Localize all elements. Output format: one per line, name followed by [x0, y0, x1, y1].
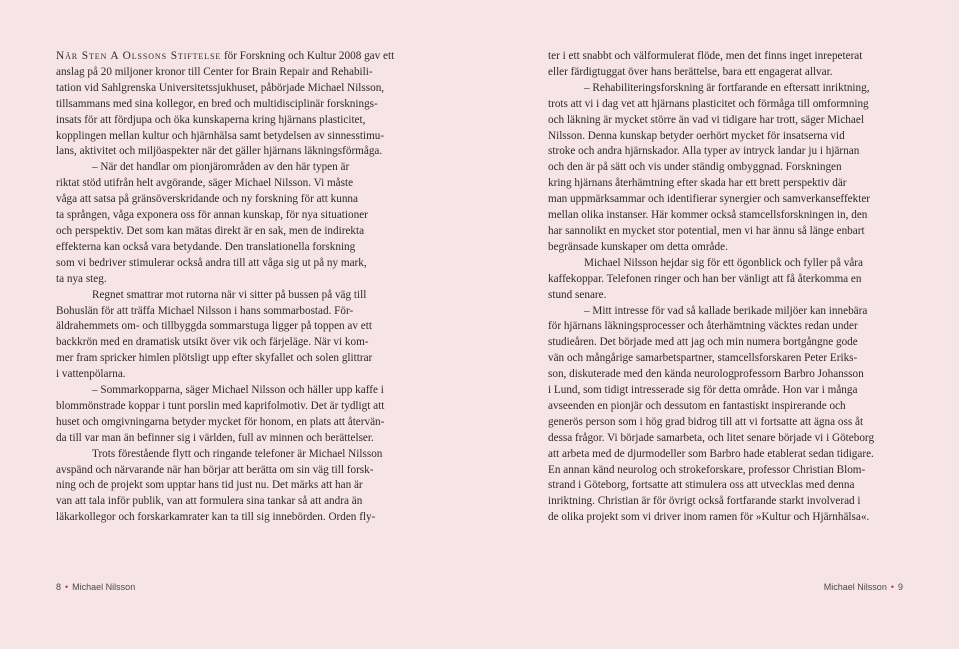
folio-author: Michael Nilsson — [823, 582, 887, 592]
text-line: huset och omgivningarna betyder mycket för honom, en plats att återvän- — [56, 415, 385, 428]
text-line: son, diskuterade med den kända neurologprofessorn Barbro Johansson — [548, 368, 864, 381]
folio-author: Michael Nilsson — [72, 582, 136, 592]
text-line: backkrön med en dramatisk utsikt över vik och färjeläge. När vi kom- — [56, 336, 369, 349]
text-line: avseenden en pionjär och dessutom en fantastiskt inspirerande och — [548, 399, 846, 412]
page-number: 8 — [56, 582, 62, 592]
text-line: kring hjärnans återhämtning efter skada har ett brett perspektiv där — [548, 177, 847, 190]
first-line — [56, 49, 416, 65]
text-line: studieåren. Det började med att jag och min numera bortgångne gode — [548, 336, 858, 349]
text-line: eller färdigtuggat över hans berättelse, bara ett engagerat allvar. — [548, 65, 833, 78]
text-line: ta sprången, våga exponera oss för annan kunskap, för nya situationer — [56, 209, 368, 222]
paragraph-start: Regnet smattrar mot rutorna när vi sitter på bussen på väg till — [92, 288, 367, 301]
text-line: som vi bedriver stimulerar också andra till att våga sig ut på ny mark, — [56, 256, 367, 269]
text-line: och perspektiv. Det som kan mätas direkt är en sak, men de indirekta — [56, 224, 365, 237]
text-line: blommönstrade koppar i tunt porslin med kaprifolmotiv. Det är tydligt att — [56, 399, 385, 412]
text-line: och den är på sätt och vis under ständig ombyggnad. Forskningen — [548, 161, 842, 174]
paragraph-start: – Rehabiliteringsforskning är fortfarande en eftersatt inriktning, — [584, 81, 870, 94]
text-line: för Forskning och Kultur 2008 gav ett — [221, 50, 395, 62]
text-line: van att tala inför publik, van att formulera sina tankar så att andra än — [56, 495, 363, 508]
page-number: 9 — [897, 582, 903, 592]
text-line: stroke och andra hjärnskador. Alla typer av intryck landar ju i hjärnan — [548, 145, 860, 158]
paragraph-start: – Sommarkopparna, säger Michael Nilsson och häller upp kaffe i — [92, 384, 384, 397]
paragraph-start: – Mitt intresse för vad så kallade berikade miljöer kan innebära — [584, 304, 868, 317]
text-line: lans, aktivitet och miljöaspekter när det gäller hjärnans läkningsförmåga. — [56, 145, 383, 158]
text-line: i vattenpölarna. — [56, 368, 126, 381]
text-line: ter i ett snabbt och välformulerat flöde, men det finns inget inrepeterat — [548, 50, 863, 62]
text-line: de olika projekt som vi driver inom ramen för »Kultur och Hjärnhälsa«. — [548, 511, 870, 524]
text-line: effekterna kan också vara betydande. Den translationella forskning — [56, 240, 356, 253]
text-line: för hjärnans läkningsprocesser och återhämtning väcktes redan under — [548, 320, 858, 333]
text-line: begränsade kunskaper om detta område. — [548, 240, 728, 253]
text-line: kopplingen mellan kultur och hjärnhälsa samt betydelsen av sinnesstimu- — [56, 129, 385, 142]
text-line: Bohuslän för att träffa Michael Nilsson i hans sommarbostad. För- — [56, 304, 354, 317]
text-line: avspänd och närvarande när han börjar att berätta om sin väg till forsk- — [56, 463, 374, 476]
text-line: riktat stöd utifrån helt avgörande, säger Michael Nilsson. Vi måste — [56, 177, 354, 190]
text-line: dessa frågor. Vi började samarbeta, och litet senare började vi i Göteborg — [548, 431, 875, 444]
text-line: att arbeta med de djurmodeller som Barbro hade etablerat sedan tidigare. — [548, 447, 874, 460]
text-line: En annan känd neurolog och strokeforskare, professor Christian Blom- — [548, 463, 866, 476]
folio-dot-icon: • — [890, 582, 894, 592]
left-page-text — [56, 49, 416, 526]
text-line: Nilsson. Denna kunskap betyder oerhört mycket för insatserna vid — [548, 129, 845, 142]
opening-smallcaps: När Sten A Olssons Stiftelse — [56, 50, 222, 62]
text-line: tation vid Sahlgrenska Universitetssjukhuset, påbörjade Michael Nilsson, — [56, 81, 385, 94]
text-line: tillsammans med sina kollegor, en bred och multidisciplinär forsknings- — [56, 97, 378, 110]
text-line: ning och de projekt som upptar hans tid just nu. Det märks att han är — [56, 479, 363, 492]
right-page-text — [548, 49, 908, 526]
paragraph-start: – När det handlar om pionjärområden av den här typen är — [92, 161, 350, 174]
right-page-folio — [824, 582, 903, 592]
text-line: i Lund, som tidigt intresserade sig för detta område. Hon var i många — [548, 384, 858, 397]
text-line: ta nya steg. — [56, 272, 107, 285]
text-line: trots att vi i dag vet att hjärnans plasticitet och förmåga till omformning — [548, 97, 869, 110]
text-line: strand i Göteborg, fortsatte att stimulera oss att utvecklas med denna — [548, 479, 855, 492]
text-line: inriktning. Christian är för övrigt också fortfarande starkt involverad i — [548, 495, 861, 508]
text-line: har sannolikt en mycket stor potential, men vi har ännu så länge enbart — [548, 224, 865, 237]
text-line: mer fram spricker himlen plötsligt upp efter skyfallet och solen glittrar — [56, 352, 373, 365]
text-line: vän och mångårige samarbetspartner, stamcellsforskaren Peter Eriks- — [548, 352, 858, 365]
text-line: kaffekoppar. Telefonen ringer och han ber vänligt att få återkomma en — [548, 272, 862, 285]
left-page-folio — [56, 582, 135, 592]
text-line: stund senare. — [548, 288, 607, 301]
text-line: mellan olika instanser. Här kommer också stamcellsforskningen in, den — [548, 209, 868, 222]
text-line: anslag på 20 miljoner kronor till Center for Brain Repair and Rehabili- — [56, 65, 373, 78]
text-line: man uppmärksammar och identifierar synergier och samverkanseffekter — [548, 193, 871, 206]
text-line: äldrahemmets om- och tillbyggda sommarstuga ligger på toppen av ett — [56, 320, 372, 333]
text-line: insats för att fördjupa och öka kunskaperna kring hjärnans plasticitet, — [56, 113, 366, 126]
text-line: våga att satsa på gränsöverskridande och ny forskning för att kunna — [56, 193, 358, 206]
text-line: generös person som i hög grad bidrog till att vi fortsatte att ägna oss åt — [548, 415, 864, 428]
text-line: och läkning är mycket större än vad vi tidigare har trott, säger Michael — [548, 113, 864, 126]
folio-dot-icon: • — [65, 582, 69, 592]
text-line: da till var man än befinner sig i världen, full av minnen och berättelser. — [56, 431, 374, 444]
paragraph-start: Trots förestående flytt och ringande telefoner är Michael Nilsson — [92, 447, 383, 460]
paragraph-start: Michael Nilsson hejdar sig för ett ögonblick och fyller på våra — [584, 256, 863, 269]
text-line: läkarkollegor och forskarkamrater kan ta till sig innebörden. Orden fly- — [56, 511, 376, 524]
